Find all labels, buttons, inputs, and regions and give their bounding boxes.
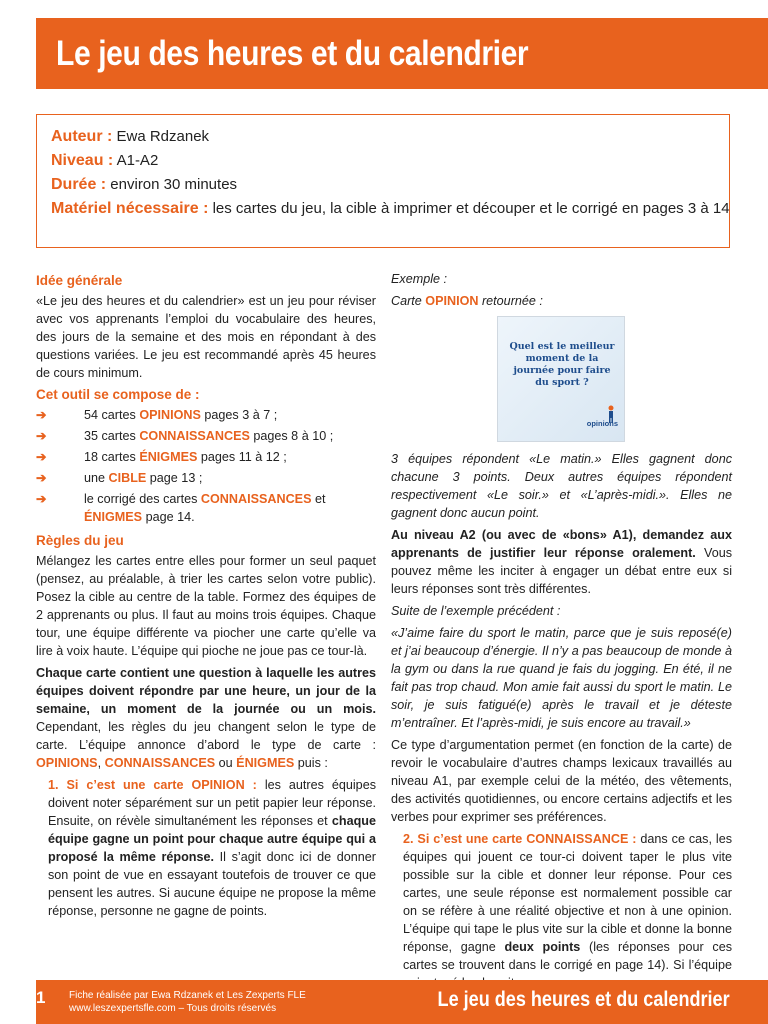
duree-label: Durée :: [51, 176, 107, 193]
carte-retournee: Carte OPINION retournée :: [391, 294, 543, 308]
card-question: Quel est le meilleur moment de la journée pour faire du sport ?: [509, 341, 615, 388]
materiel-label: Matériel nécessaire :: [51, 200, 209, 217]
left-column: [36, 270, 376, 924]
footer-credit: [69, 989, 306, 1015]
a2-paragraph: Au niveau A2 (ou avec de «bons» A1), demandez aux apprenants de justifier leur réponse oralement. Vous pouvez même les inciter à engager un débat entre eux si leurs réponses sont très différentes.: [391, 528, 732, 596]
arrow-icon: ➔: [36, 450, 47, 464]
list-item: ➔ 35 cartes CONNAISSANCES pages 8 à 10 ;: [36, 429, 334, 443]
page-number: 1: [36, 988, 46, 1007]
regles-p2: Chaque carte contient une question à laquelle les autres équipes doivent répondre par une heure, un jour de la semaine, un moment de la journée ou un mois. Cependant, les règles du jeu changent selon le type de carte. L’équipe annonce d’abord le type de carte : OPINIONS, CONNAISSANCES ou ÉNIGMES puis :: [36, 666, 376, 770]
regle-opinion: 1. Si c’est une carte OPINION : les autres équipes doivent noter séparément sur un petit papier leur réponse. Ensuite, on révèle simultanément les réponses et chaque équipe gagne un point pour chaque autre équipe qui a proposé la même réponse. Il s’agit donc ici de donner son point de vue en essayant toutefois de trouver ce que pensent les autres. Si aucune équipe ne propose la même réponse, personne ne gagne de points.: [48, 778, 376, 918]
arrow-icon: ➔: [36, 492, 47, 506]
list-item: ➔ 54 cartes OPINIONS pages 3 à 7 ;: [36, 408, 278, 422]
info-auteur: [51, 125, 729, 149]
right-column: [391, 270, 732, 996]
auteur-value: Ewa Rdzanek: [116, 128, 210, 145]
opinion-card-image: [497, 316, 625, 442]
regles-p1: Mélangez les cartes entre elles pour former un seul paquet (pensez, au préalable, à trier les cartes selon votre public). Posez la cible au centre de la table. Formez des équipes de 2 apprenants ou plus. Il faut au moins trois équipes. Chaque tour, une équipe différente va piocher une carte qu’elle va lire à voix haute. L’équipe qui pioche ne joue pas ce tour-là.: [36, 554, 376, 658]
niveau-label: Niveau :: [51, 152, 114, 169]
materiel-value: les cartes du jeu, la cible à imprimer et découper et le corrigé en pages 3 à 14: [212, 200, 730, 217]
regles-heading: Règles du jeu: [36, 533, 124, 548]
list-item: ➔ 18 cartes ÉNIGMES pages 11 à 12 ;: [36, 450, 287, 464]
list-item: ➔ une CIBLE page 13 ;: [36, 471, 203, 485]
info-duree: [51, 173, 729, 197]
exemple-label: Exemple :: [391, 272, 447, 286]
niveau-value: A1-A2: [116, 152, 159, 169]
exemple-quote: «J’aime faire du sport le matin, parce que je suis reposé(e) et j’ai beaucoup d’énergie. Il n’y a pas beaucoup de monde à la gym ou dans la rue quand je fais du jogging. En été, il ne fait pas trop chaud. Mon amie fait aussi du sport le matin. Le soir, je suis fatigué(e) après le travail et je déteste m’entraîner. Et l’après-midi, je suis encore au travail.»: [391, 626, 732, 730]
regle-connaissance: 2. Si c’est une carte CONNAISSANCE : dans ce cas, les équipes qui jouent ce tour-ci doivent taper le plus vite possible sur la cible et donner leur réponse. Pour ces cartes, une seule réponse est normalement possible car on se réfère à une réalité objective et non à une opinion. L’équipe qui tape le plus vite sur la cible et donne la bonne réponse, gagne deux points (les réponses pour ces cartes se trouvent dans le corrigé en page 14). Si l’équipe: [403, 832, 733, 972]
info-box: [36, 114, 730, 248]
info-materiel: [51, 197, 729, 221]
duree-value: environ 30 minutes: [110, 176, 238, 193]
card-tag: opinions: [586, 419, 618, 428]
auteur-label: Auteur :: [51, 128, 113, 145]
argumentation-paragraph: Ce type d’argumentation permet (en fonction de la carte) de revoir le vocabulaire d’autres champs lexicaux travaillés au niveau A1, par exemple celui de la météo, des vêtements, des activités quotidiennes, ou encore certains adjectifs et les verbes pour exprimer ses préférences.: [391, 738, 732, 824]
footer-title: Le jeu des heures et du calendrier: [437, 988, 730, 1011]
page-title: Le jeu des heures et du calendrier: [56, 34, 529, 73]
credit-line-2: www.leszexpertsfle.com – Tous droits réservés: [69, 1003, 277, 1014]
header-banner: [36, 18, 768, 89]
credit-line-1: Fiche réalisée par Ewa Rdzanek et Les Zexperts FLE: [69, 990, 306, 1001]
outil-heading: Cet outil se compose de :: [36, 387, 200, 402]
suite-label: Suite de l’exemple précédent :: [391, 604, 561, 618]
arrow-icon: ➔: [36, 429, 47, 443]
list-item: ➔ le corrigé des cartes CONNAISSANCES et ÉNIGMES page 14.: [36, 492, 326, 524]
arrow-icon: ➔: [36, 408, 47, 422]
arrow-icon: ➔: [36, 471, 47, 485]
info-niveau: [51, 149, 729, 173]
idee-heading: Idée générale: [36, 273, 123, 288]
outil-list: [36, 406, 376, 526]
exemple-reponses: 3 équipes répondent «Le matin.» Elles gagnent donc chacune 3 points. Deux autres équipes répondent respectivement «Le soir.» et «L’après-midi.». Elles ne gagnent donc aucun point.: [391, 452, 732, 520]
idee-text: «Le jeu des heures et du calendrier» est un jeu pour réviser avec vos apprenants l’emploi du vocabulaire des heures, des jours de la semaine et des mois en répondant à des questions variées. Le jeu est recommandé après 45 heures de cours minimum.: [36, 294, 376, 380]
footer-banner: [36, 980, 768, 1024]
